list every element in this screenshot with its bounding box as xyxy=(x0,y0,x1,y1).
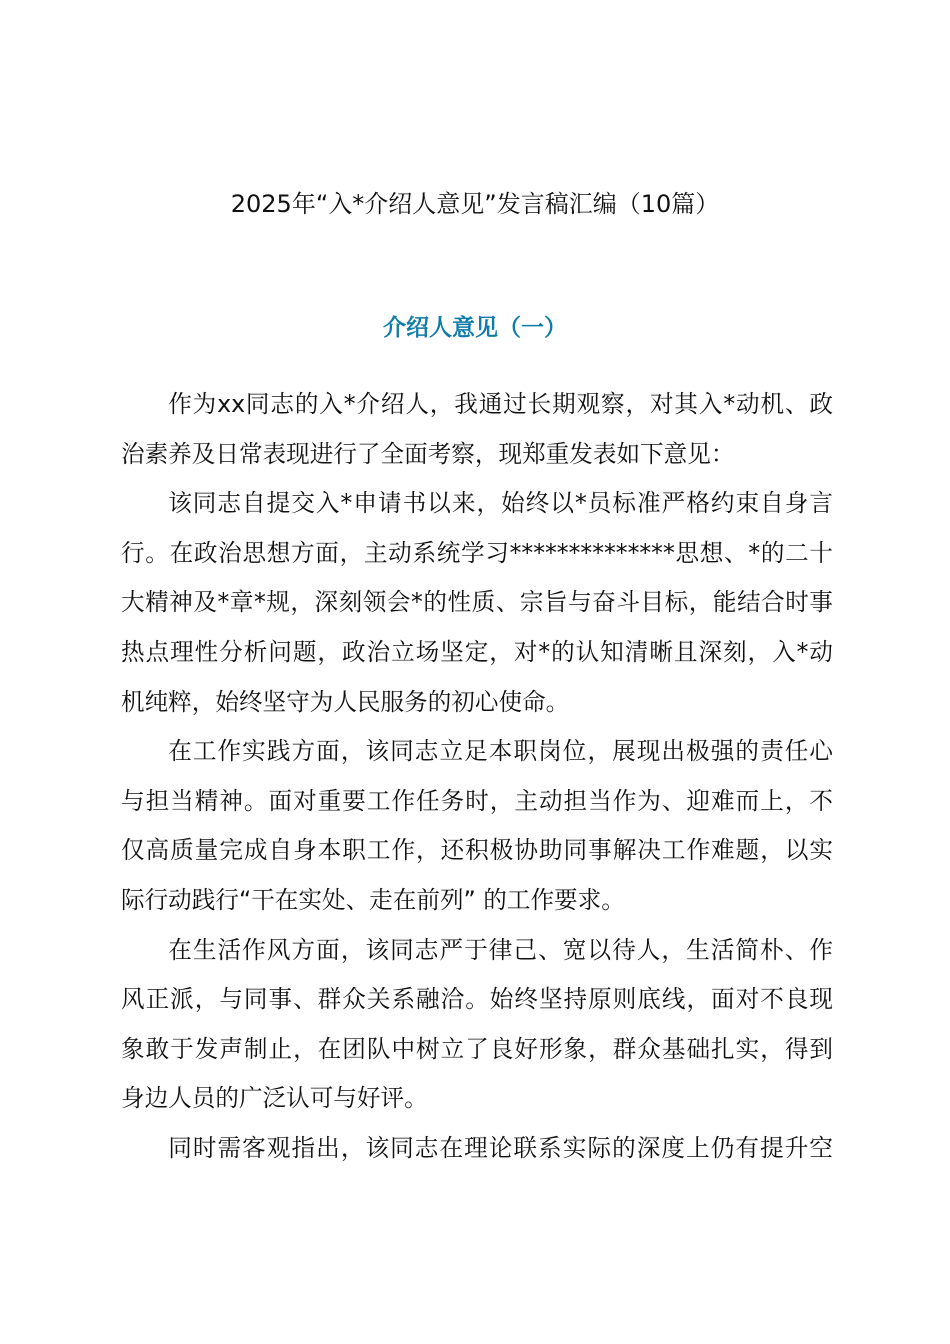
text-line: 机纯粹，始终坚守为人民服务的初心使命。 xyxy=(121,687,570,716)
document-title: 2025年“入*介绍人意见”发言稿汇编（10篇） xyxy=(230,190,720,218)
paragraph-shortcomings xyxy=(121,1124,833,1174)
text-line: 与担当精神。面对重要工作任务时，主动担当作为、迎难而上，不 xyxy=(121,786,833,815)
text-line: 身边人员的广泛认可与好评。 xyxy=(121,1084,428,1113)
text-line: 同时需客观指出，该同志在理论联系实际的深度上仍有提升空 xyxy=(168,1133,833,1162)
paragraph-intro xyxy=(121,380,833,479)
text-line: 风正派，与同事、群众关系融洽。始终坚持原则底线，面对不良现 xyxy=(121,985,833,1014)
text-line: 作为xx同志的入*介绍人，我通过长期观察，对其入*动机、政 xyxy=(168,390,833,418)
text-line: 大精神及*章*规，深刻领会*的性质、宗旨与奋斗目标，能结合时事 xyxy=(121,588,833,617)
paragraph-work-practice xyxy=(121,727,833,925)
text-line: 象敢于发声制止，在团队中树立了良好形象，群众基础扎实，得到 xyxy=(121,1034,833,1063)
document-body xyxy=(121,380,833,1174)
text-line: 仅高质量完成自身本职工作，还积极协助同事解决工作难题，以实 xyxy=(121,836,833,865)
section-heading: 介绍人意见（一） xyxy=(383,315,567,341)
text-line: 该同志自提交入*申请书以来，始终以*员标准严格约束自身言 xyxy=(168,489,833,518)
text-line: 热点理性分析问题，政治立场坚定，对*的认知清晰且深刻，入*动 xyxy=(121,637,833,666)
text-line: 际行动践行“干在实处、走在前列” 的工作要求。 xyxy=(121,885,625,914)
text-line: 在生活作风方面，该同志严于律己、宽以待人，生活简朴、作 xyxy=(168,935,833,964)
paragraph-lifestyle xyxy=(121,926,833,1124)
text-line: 治素养及日常表现进行了全面考察，现郑重发表如下意见： xyxy=(121,439,735,468)
text-line: 在工作实践方面，该同志立足本职岗位，展现出极强的责任心 xyxy=(168,737,833,766)
paragraph-political-thought xyxy=(121,479,833,727)
text-line: 行。在政治思想方面，主动系统学习**************思想、*的二十 xyxy=(121,538,833,567)
